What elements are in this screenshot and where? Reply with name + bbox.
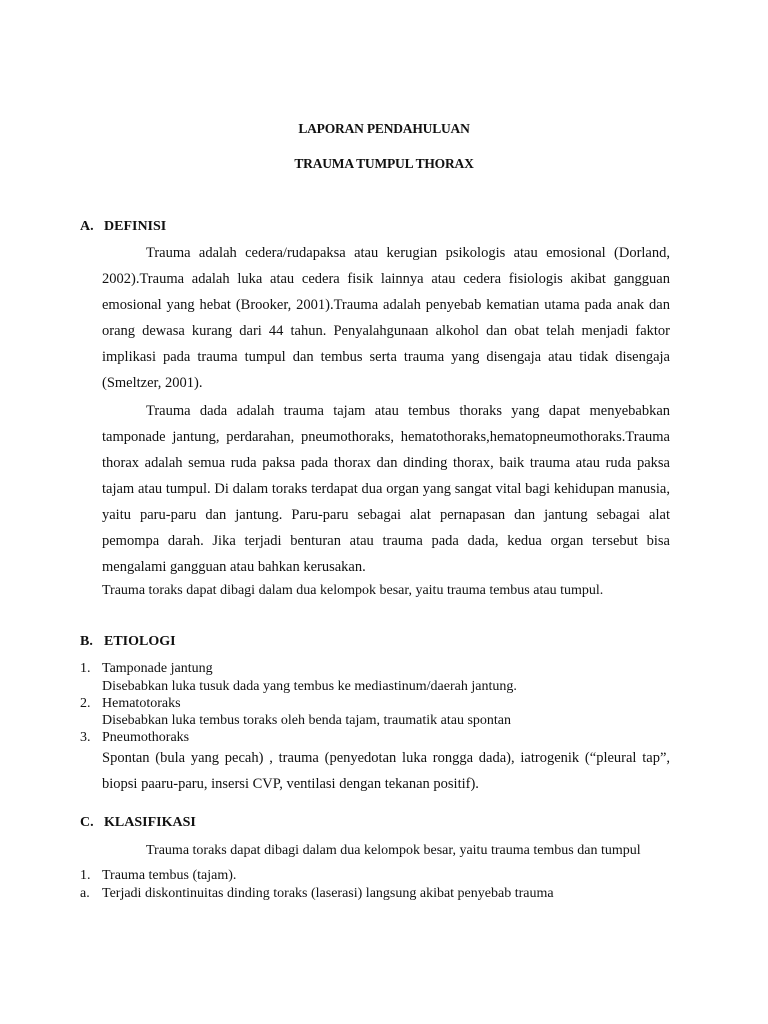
etiologi-item-title: Tamponade jantung — [102, 661, 213, 676]
etiologi-item-body: Disebabkan luka tusuk dada yang tembus ke mediastinum/daerah jantung. — [102, 679, 517, 694]
definisi-paragraph-2-text: Trauma dada adalah trauma tajam atau tembus thoraks yang dapat menyebabkan tamponade jantung, perdarahan, pneumothoraks, hematothoraks,hematopneumothoraks.Trauma thorax adalah semua ruda paksa pada thorax dan dinding thorax, baik trauma atau ruda paksa tajam atau tumpul. Di dalam toraks terdapat dua organ yang sangat vital bagi kehidupan manusia, yaitu paru-paru dan jantung. Paru-paru sebagai alat pernapasan dan jantung sebagai alat pemompa darah. Jika terjadi benturan atau trauma pada dada, kedua organ tersebut bisa mengalami gangguan atau bahkan kerusakan. — [102, 403, 670, 575]
etiologi-item-title: Pneumothoraks — [102, 730, 190, 745]
etiologi-item-body: Spontan (bula yang pecah) , trauma (penyedotan luka rongga dada), iatrogenik (“pleural tap”, biopsi paaru-paru, insersi CVP, ventilasi dengan tekanan positif). — [102, 750, 670, 792]
section-b-letter: B. — [80, 634, 93, 649]
etiologi-item-number: 1. — [80, 661, 91, 676]
document-title: LAPORAN PENDAHULUAN — [298, 121, 470, 136]
definisi-paragraph-1 — [102, 240, 670, 396]
klasifikasi-item-number: 1. — [80, 868, 91, 883]
klasifikasi-subitem-letter: a. — [80, 886, 90, 901]
section-a-title: DEFINISI — [104, 219, 167, 234]
section-b-heading — [80, 634, 176, 650]
klasifikasi-intro: Trauma toraks dapat dibagi dalam dua kelompok besar, yaitu trauma tembus dan tumpul — [146, 843, 641, 858]
section-b-title: ETIOLOGI — [104, 634, 176, 649]
section-a-heading — [80, 219, 166, 235]
definisi-paragraph-1-text: Trauma adalah cedera/rudapaksa atau kerugian psikologis atau emosional (Dorland, 2002).Trauma adalah luka atau cedera fisik lainnya atau cedera fisiologis akibat gangguan emosional yang hebat (Brooker, 2001).Trauma adalah penyebab kematian utama pada anak dan orang dewasa kurang dari 44 tahun. Penyalahgunaan alkohol dan obat telah menjadi faktor implikasi pada trauma tumpul dan tembus serta trauma yang disengaja atau tidak disengaja (Smeltzer, 2001). — [102, 245, 670, 391]
etiologi-item-number: 2. — [80, 696, 91, 711]
etiologi-item-number: 3. — [80, 730, 91, 745]
etiologi-item-body: Disebabkan luka tembus toraks oleh benda tajam, traumatik atau spontan — [102, 713, 511, 728]
definisi-paragraph-2 — [102, 398, 670, 580]
section-c-letter: C. — [80, 815, 94, 830]
section-c-title: KLASIFIKASI — [104, 815, 196, 830]
etiologi-item-title: Hematotoraks — [102, 696, 181, 711]
definisi-summary-line: Trauma toraks dapat dibagi dalam dua kelompok besar, yaitu trauma tembus atau tumpul. — [102, 583, 604, 598]
klasifikasi-subitem-text: Terjadi diskontinuitas dinding toraks (laserasi) langsung akibat penyebab trauma — [102, 886, 554, 901]
section-c-heading — [80, 815, 196, 831]
document-subtitle: TRAUMA TUMPUL THORAX — [294, 156, 474, 171]
section-a-letter: A. — [80, 219, 94, 234]
klasifikasi-item-text: Trauma tembus (tajam). — [102, 868, 237, 883]
